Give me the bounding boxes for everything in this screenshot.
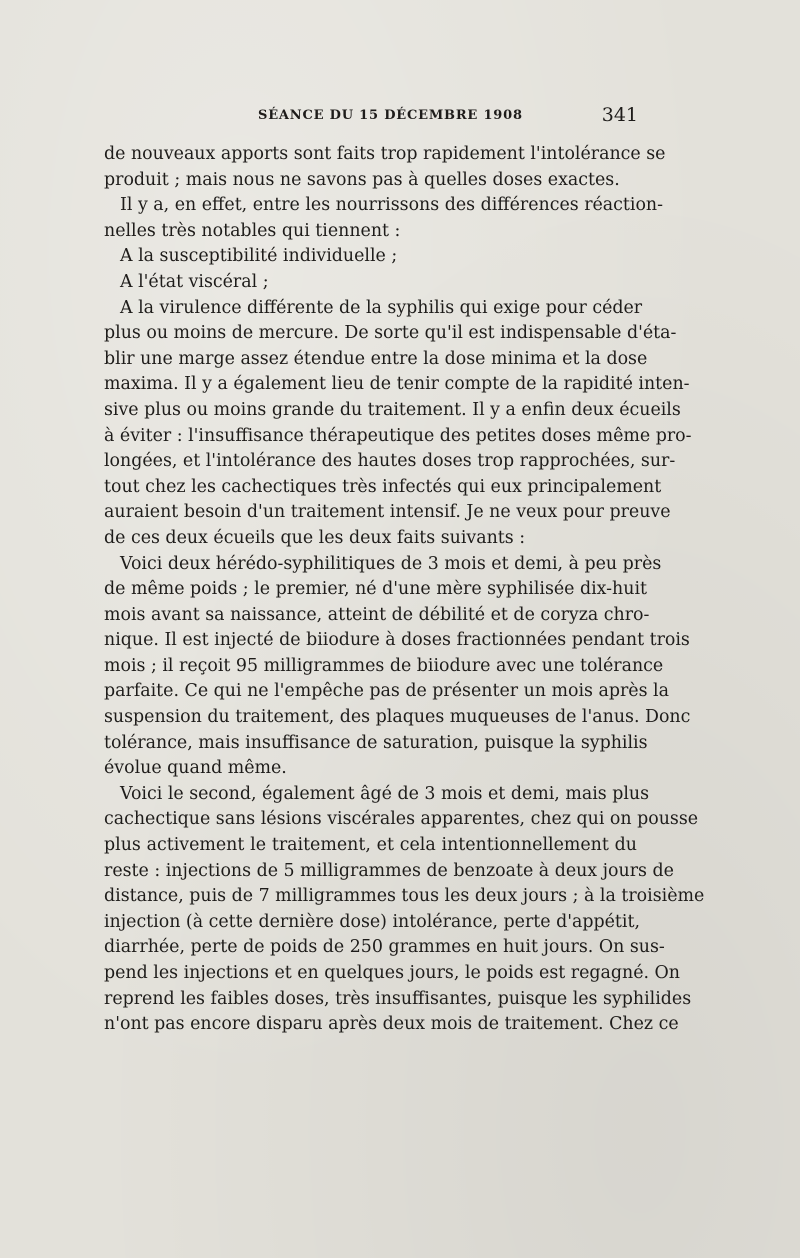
text-line: nelles très notables qui tiennent : xyxy=(104,220,401,241)
text-line: mois ; il reçoit 95 milligrammes de biiodure avec une tolérance xyxy=(104,655,664,676)
text-line: blir une marge assez étendue entre la dose minima et la dose xyxy=(104,348,648,369)
text-line: n'ont pas encore disparu après deux mois de traitement. Chez ce xyxy=(104,1014,679,1035)
text-line: tolérance, mais insuffisance de saturation, puisque la syphilis xyxy=(104,732,648,753)
running-title: SÉANCE DU 15 DÉCEMBRE 1908 xyxy=(258,108,523,123)
text-line: distance, puis de 7 milligrammes tous les deux jours ; à la troisième xyxy=(104,886,705,907)
text-line: suspension du traitement, des plaques muqueuses de l'anus. Donc xyxy=(104,707,691,728)
text-line: de ces deux écueils que les deux faits suivants : xyxy=(104,527,526,548)
text-line: injection (à cette dernière dose) intolérance, perte d'appétit, xyxy=(104,911,640,932)
text-line: longées, et l'intolérance des hautes doses trop rapprochées, sur- xyxy=(104,451,676,472)
text-line: produit ; mais nous ne savons pas à quelles doses exactes. xyxy=(104,169,620,190)
text-line: parfaite. Ce qui ne l'empêche pas de présenter un mois après la xyxy=(104,681,669,702)
text-line: reste : injections de 5 milligrammes de benzoate à deux jours de xyxy=(104,860,674,881)
text-line: Voici deux hérédo-syphilitiques de 3 mois et demi, à peu près xyxy=(120,553,662,574)
text-line: plus ou moins de mercure. De sorte qu'il est indispensable d'éta- xyxy=(104,323,677,344)
text-line: de nouveaux apports sont faits trop rapidement l'intolérance se xyxy=(104,144,666,164)
body-text xyxy=(104,142,705,1038)
text-line: A la virulence différente de la syphilis qui exige pour céder xyxy=(120,297,643,318)
text-line: Voici le second, également âgé de 3 mois et demi, mais plus xyxy=(120,783,650,804)
text-line: diarrhée, perte de poids de 250 grammes en huit jours. On sus- xyxy=(104,937,665,958)
text-line: à éviter : l'insuffisance thérapeutique des petites doses même pro- xyxy=(104,425,692,446)
text-line: auraient besoin d'un traitement intensif. Je ne veux pour preuve xyxy=(104,502,671,523)
text-line: de même poids ; le premier, né d'une mère syphilisée dix-huit xyxy=(104,579,647,600)
text-line: reprend les faibles doses, très insuffisantes, puisque les syphilides xyxy=(104,988,692,1009)
page-header xyxy=(258,104,638,128)
page-number: 341 xyxy=(601,104,638,126)
text-line: évolue quand même. xyxy=(104,758,287,779)
text-line: nique. Il est injecté de biiodure à doses fractionnées pendant trois xyxy=(104,630,690,651)
text-line: A la susceptibilité individuelle ; xyxy=(120,246,398,267)
text-line: A l'état viscéral ; xyxy=(120,271,269,292)
text-line: plus activement le traitement, et cela intentionnellement du xyxy=(104,835,637,856)
text-line: mois avant sa naissance, atteint de débilité et de coryza chro- xyxy=(104,604,650,625)
text-line: maxima. Il y a également lieu de tenir compte de la rapidité inten- xyxy=(104,374,690,395)
text-line: tout chez les cachectiques très infectés qui eux principalement xyxy=(104,476,662,497)
text-line: sive plus ou moins grande du traitement. Il y a enfin deux écueils xyxy=(104,399,681,420)
text-line: cachectique sans lésions viscérales apparentes, chez qui on pousse xyxy=(104,809,699,830)
text-line: Il y a, en effet, entre les nourrissons des différences réaction- xyxy=(120,195,664,216)
text-line: pend les injections et en quelques jours, le poids est regagné. On xyxy=(104,963,681,983)
